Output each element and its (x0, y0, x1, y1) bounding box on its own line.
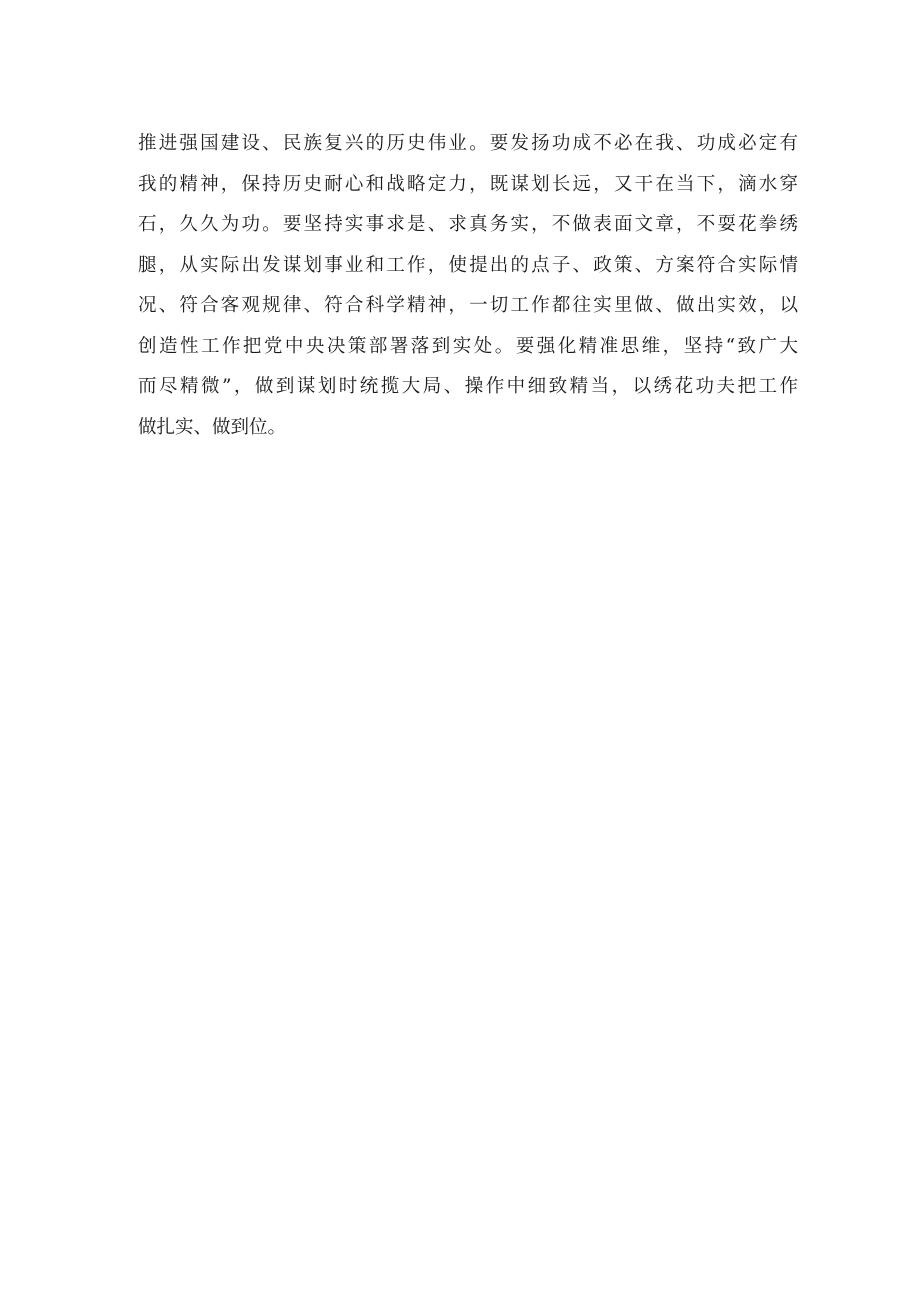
paragraph-line-4: 腿，从实际出发谋划事业和工作，使提出的点子、政策、方案符合实际情 (138, 254, 798, 276)
body-paragraph (138, 124, 798, 448)
paragraph-line-8: 做扎实、做到位。 (138, 416, 287, 438)
paragraph-line-6: 创造性工作把党中央决策部署落到实处。要强化精准思维，坚持“致广大 (138, 335, 798, 357)
paragraph-line-1: 推进强国建设、民族复兴的历史伟业。要发扬功成不必在我、功成必定有 (138, 133, 798, 154)
paragraph-line-3: 石，久久为功。要坚持实事求是、求真务实，不做表面文章，不耍花拳绣 (138, 214, 798, 235)
paragraph-line-5: 况、符合客观规律、符合科学精神，一切工作都往实里做、做出实效，以 (138, 295, 798, 316)
paragraph-line-7: 而尽精微”，做到谋划时统揽大局、操作中细致精当，以绣花功夫把工作 (138, 376, 798, 397)
paragraph-line-2: 我的精神，保持历史耐心和战略定力，既谋划长远，又干在当下，滴水穿 (138, 173, 798, 195)
